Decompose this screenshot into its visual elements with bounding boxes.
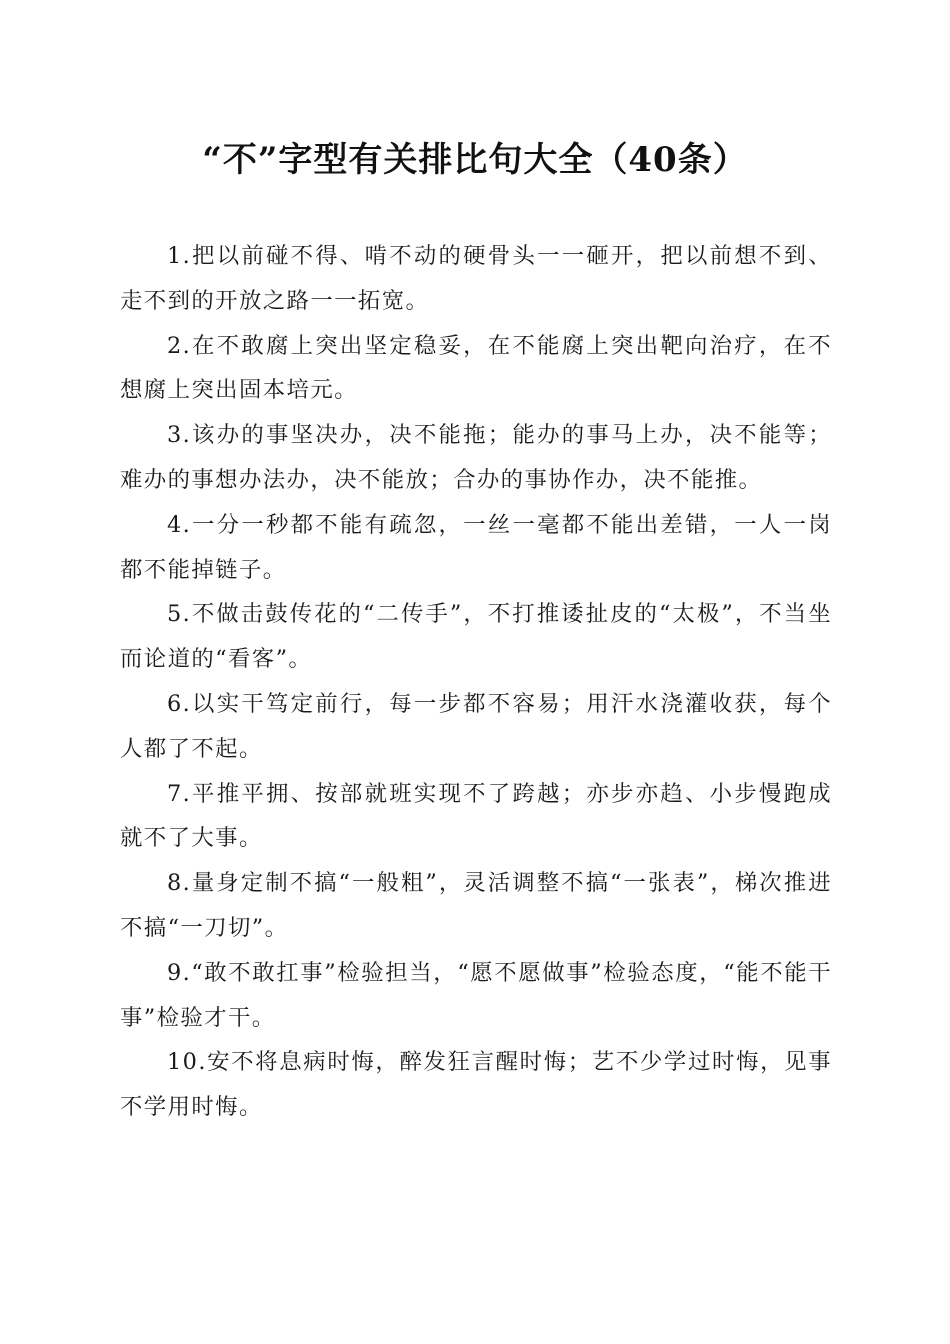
document-title: “不”字型有关排比句大全（40条） <box>202 140 748 180</box>
list-item-7: 7.平推平拥、按部就班实现不了跨越；亦步亦趋、小步慢跑成就不了大事。 <box>120 780 832 852</box>
list-item-8: 8.量身定制不搞“一般粗”，灵活调整不搞“一张表”，梯次推进不搞“一刀切”。 <box>120 870 832 941</box>
list-item-9: 9.“敢不敢扛事”检验担当，“愿不愿做事”检验态度，“能不能干事”检验才干。 <box>120 959 832 1031</box>
list-item-6: 6.以实干笃定前行，每一步都不容易；用汗水浇灌收获，每个人都了不起。 <box>120 690 832 762</box>
list-item-10: 10.安不将息病时悔，醉发狂言醒时悔；艺不少学过时悔，见事不学用时悔。 <box>120 1049 832 1121</box>
document-body <box>120 234 832 1130</box>
list-item-4: 4.一分一秒都不能有疏忽，一丝一毫都不能出差错，一人一岗都不能掉链子。 <box>120 511 832 583</box>
list-item-1: 1.把以前碰不得、啃不动的硬骨头一一砸开，把以前想不到、走不到的开放之路一一拓宽。 <box>120 243 832 314</box>
list-item-3: 3.该办的事坚决办，决不能拖；能办的事马上办，决不能等；难办的事想办法办，决不能放；合办的事协作办，决不能推。 <box>120 422 832 493</box>
list-item-2: 2.在不敢腐上突出坚定稳妥，在不能腐上突出靶向治疗，在不想腐上突出固本培元。 <box>120 332 832 404</box>
list-item-5: 5.不做击鼓传花的“二传手”，不打推诿扯皮的“太极”，不当坐而论道的“看客”。 <box>120 601 832 673</box>
